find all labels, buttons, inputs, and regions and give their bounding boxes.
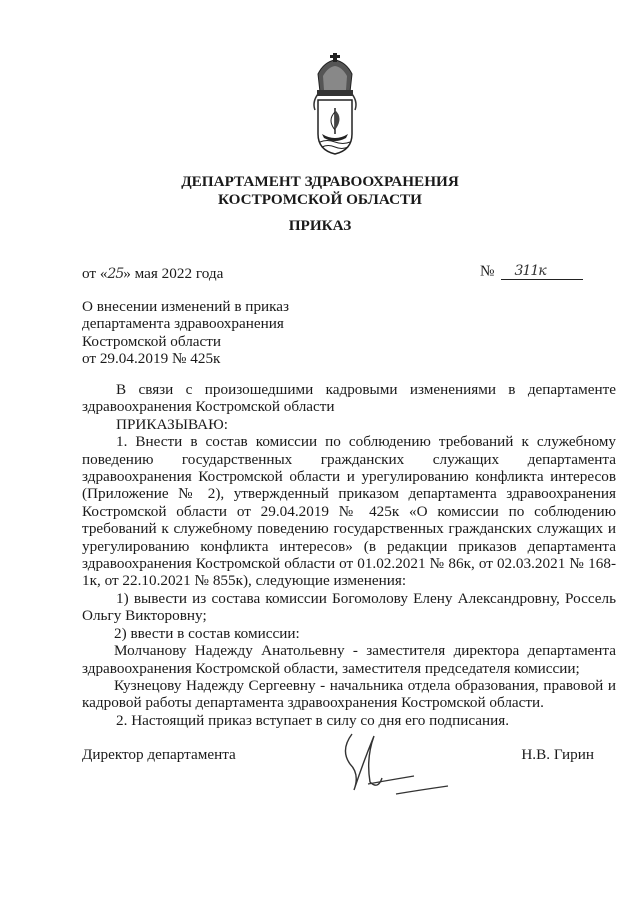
date-day-handwritten: 25 — [107, 266, 124, 282]
signature-icon — [330, 720, 450, 810]
signer-name: Н.В. Гирин — [521, 746, 594, 763]
order-word: ПРИКАЗЫВАЮ: — [116, 415, 228, 433]
member-2-paragraph: Кузнецову Надежду Сергеевну - начальника отдела образования, правовой и кадровой работы департамента здравоохранения Костромской области. — [82, 676, 616, 712]
kostroma-coat-of-arms-icon — [310, 52, 360, 156]
order-body — [82, 381, 616, 729]
org-name-line2: КОСТРОМСКОЙ ОБЛАСТИ — [217, 191, 422, 208]
item-1-paragraph: 1. Внести в состав комиссии по соблюдению требований к служебному поведению государственных гражданских служащих департамента здравоохранения Костромской области и урегулированию конфликта интересов (Приложение № 2), утвержденный приказом департамента здравоохранения Костромской области от 29.04.2019 № 425к «О комиссии по соблюдению требований к служебному поведению государственных гражданских служащих и урегулированию конфликта интересов» (в редакции приказов департамента здравоохранения Костромской области от 01.02.2021 № 86к, от 02.03.2021 № 168-1к, от 22.10.2021 № 855к), следующие изменения: — [82, 433, 616, 590]
subject-line: Костромской области — [82, 332, 222, 350]
subject-line: О внесении изменений в приказ — [82, 298, 290, 315]
document-type: ПРИКАЗ — [288, 217, 352, 234]
subject-line: департамента здравоохранения — [82, 315, 284, 333]
number-label: № — [480, 262, 495, 280]
org-name-line1: ДЕПАРТАМЕНТ ЗДРАВООХРАНЕНИЯ — [181, 173, 459, 190]
order-subject — [82, 298, 362, 368]
number-field — [501, 262, 583, 280]
member-1-paragraph: Молчанову Надежду Анатольевну - заместителя директора департамента здравоохранения Костромской области, заместителя председателя комиссии; — [82, 642, 616, 677]
number-value-handwritten: 311к — [514, 263, 546, 279]
order-date — [82, 265, 223, 283]
date-prefix: от « — [82, 265, 108, 282]
date-suffix: » мая 2022 года — [123, 265, 224, 282]
item-1-1-paragraph: 1) вывести из состава комиссии Богомолову Елену Александровну, Россель Ольгу Викторовну; — [82, 589, 616, 625]
item-1-2-paragraph: 2) ввести в состав комиссии: — [114, 624, 300, 642]
order-number — [480, 262, 583, 280]
intro-paragraph: В связи с произошедшими кадровыми изменениями в департаменте здравоохранения Костромской области — [82, 381, 616, 416]
signer-position: Директор департамента — [82, 746, 236, 763]
subject-line: от 29.04.2019 № 425к — [82, 350, 221, 368]
item-2-paragraph: 2. Настоящий приказ вступает в силу со дня его подписания. — [116, 711, 510, 729]
